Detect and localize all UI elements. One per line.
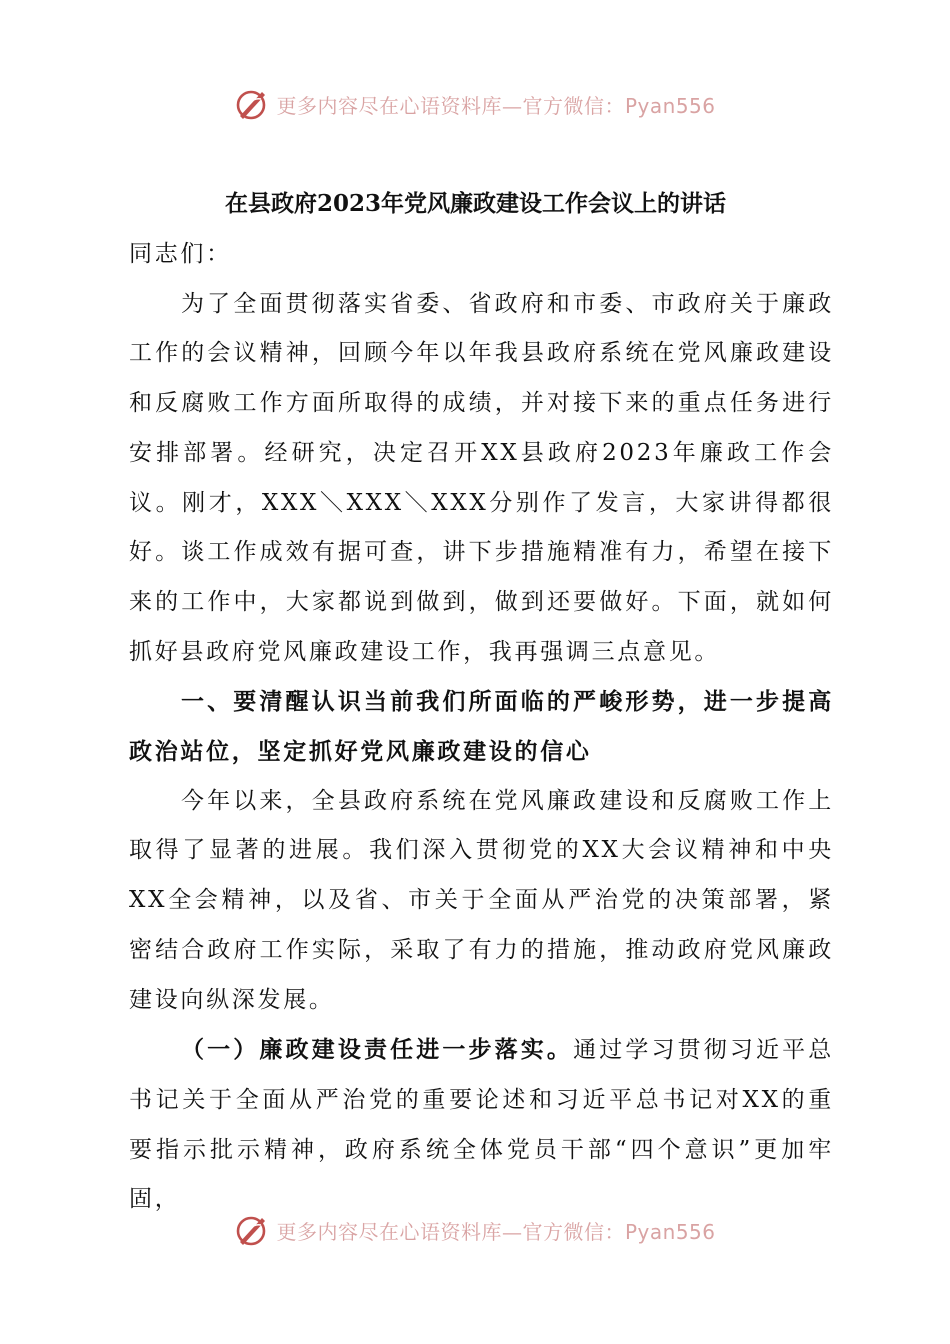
document-title: 在县政府2023年党风廉政建设工作会议上的讲话 bbox=[224, 190, 726, 217]
banner-text: 更多内容尽在心语资料库—官方微信：Pyan556 bbox=[276, 1219, 716, 1244]
paragraph-3-text: 通过学习贯彻习近平总书记关于全面从严治党的重要论述和习近平总书记对XX的重要指示批示精神，政府系统全体党员干部“四个意识”更加牢固， bbox=[129, 1037, 834, 1213]
paragraph-1: 为了全面贯彻落实省委、省政府和市委、市政府关于廉政工作的会议精神，回顾今年以年我县政府系统在党风廉政建设和反腐败工作方面所取得的成绩，并对接下来的重点任务进行安排部署。经研究，决定召开XX县政府2023年廉政工作会议。刚才，XXX＼XXX＼XXX分别作了发言，大家讲得都很好。谈工作成效有据可查，讲下步措施精准有力，希望在接下来的工作中，大家都说到做到，做到还要做好。下面，就如何抓好县政府党风廉政建设工作，我再强调三点意见。 bbox=[129, 290, 834, 665]
section-heading-1: 一、要清醒认识当前我们所面临的严峻形势，进一步提高政治站位，坚定抓好党风廉政建设的信心 bbox=[129, 688, 834, 766]
salutation: 同志们： bbox=[129, 241, 232, 267]
subheading-1: （一）廉政建设责任进一步落实。 bbox=[181, 1036, 574, 1064]
paragraph-2: 今年以来，全县政府系统在党风廉政建设和反腐败工作上取得了显著的进展。我们深入贯彻党的XX大会议精神和中央XX全会精神，以及省、市关于全面从严治党的决策部署，紧密结合政府工作实际，采取了有力的措施，推动政府党风廉政建设向纵深发展。 bbox=[129, 787, 834, 1013]
pen-logo-icon bbox=[234, 86, 270, 122]
banner-wechat-id: Pyan556 bbox=[624, 1219, 716, 1244]
footer-watermark-banner bbox=[0, 1208, 950, 1252]
banner-wechat-id: Pyan556 bbox=[624, 93, 716, 118]
banner-text: 更多内容尽在心语资料库—官方微信：Pyan556 bbox=[276, 93, 716, 118]
pen-logo-icon bbox=[234, 1212, 270, 1248]
paragraph-3 bbox=[129, 1025, 834, 1225]
header-watermark-banner bbox=[0, 82, 950, 126]
document-body bbox=[129, 178, 834, 1225]
